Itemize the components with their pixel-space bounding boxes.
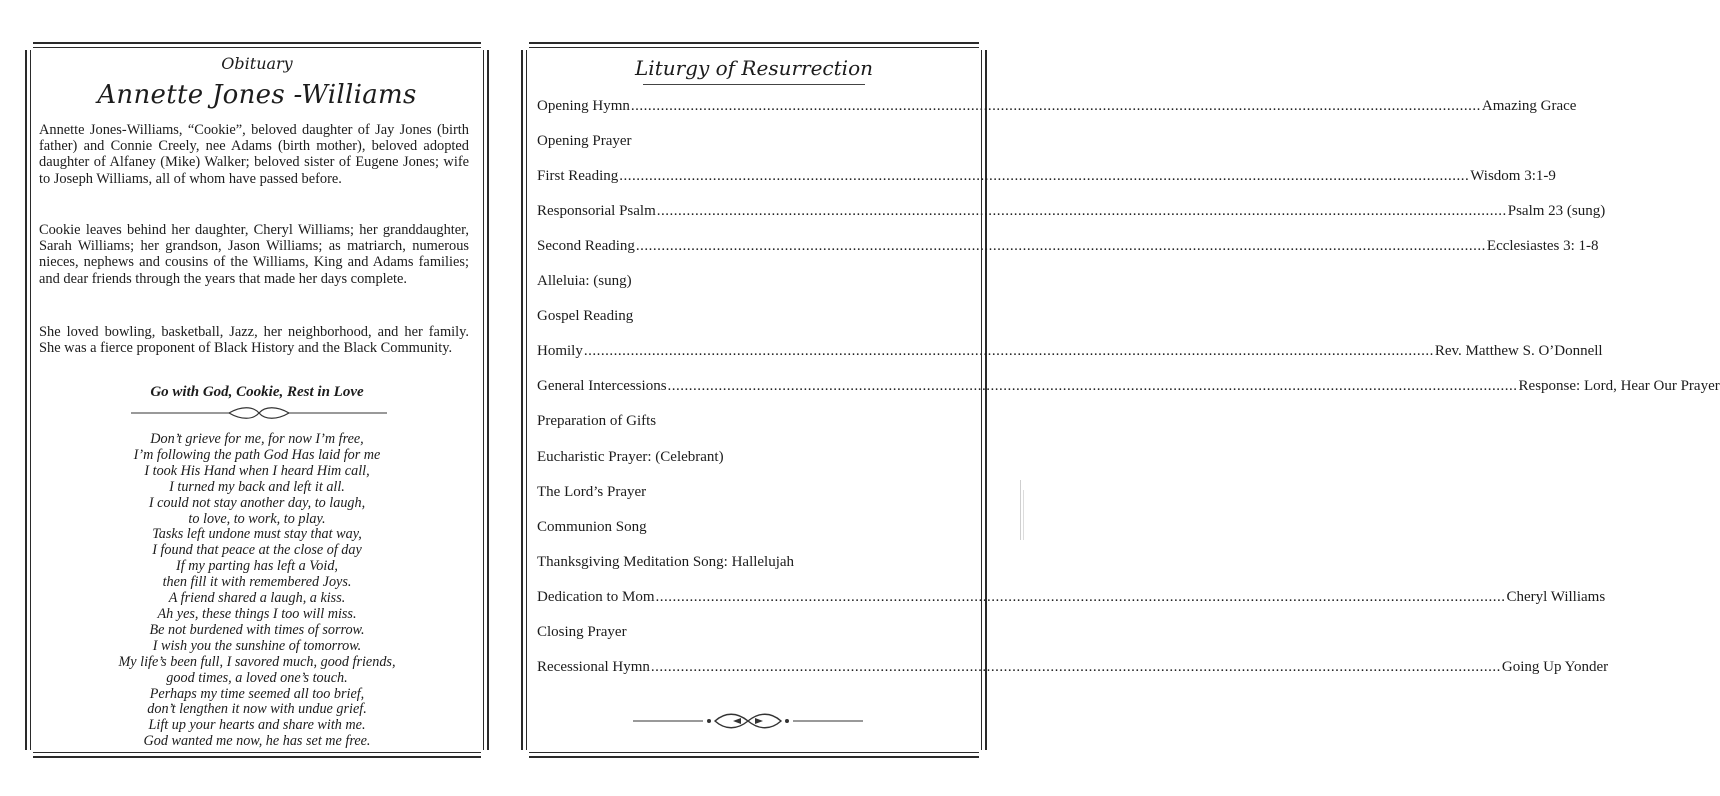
liturgy-item-name: Recessional Hymn: [537, 658, 650, 675]
panel-corner-notch: [521, 42, 529, 50]
poem-line: then fill it with remembered Joys.: [162, 574, 352, 591]
obituary-paragraph-survivors: Cookie leaves behind her daughter, Cheryl Williams; her granddaughter, Sarah Williams; her grandson, Jason Williams; as matriarch, numerous nieces, nephews and cousins of the Williams, King and Adams families; and dear friends through the years that made her days complete.: [39, 222, 469, 287]
poem-line: Ah yes, these things I too will miss.: [157, 605, 357, 622]
dot-leader: ........................................................................................................................................................................................................: [667, 378, 1518, 395]
liturgy-item-name: Communion Song: [537, 518, 647, 535]
memorial-poem: [27, 432, 487, 750]
liturgy-item: [537, 306, 969, 326]
poem-line: Be not burdened with times of sorrow.: [149, 621, 365, 638]
liturgy-item-value: Amazing Grace: [1481, 98, 1577, 114]
poem-line: good times, a loved one’s touch.: [166, 669, 348, 686]
poem-line: Don’t grieve for me, for now I’m free,: [150, 431, 364, 447]
obituary-paragraph-family: Annette Jones-Williams, “Cookie”, beloved daughter of Jay Jones (birth father) and Connie Creely, nee Adams (birth mother), beloved adopted daughter of Alfaney (Mike) Walker; beloved sister of Eugene Jones; wife to Joseph Williams, all of whom have passed before.: [39, 122, 469, 187]
poem-line: Lift up your hearts and share with me.: [148, 717, 366, 734]
liturgy-panel: [521, 42, 1720, 758]
liturgy-item: [537, 411, 969, 431]
poem-line: I’m following the path God Has laid for me: [133, 446, 381, 463]
poem-line: Tasks left undone must stay that way,: [152, 526, 362, 543]
poem-line: I found that peace at the close of day: [152, 542, 362, 559]
liturgy-item: [537, 482, 969, 502]
liturgy-item-name: Alleluia: (sung): [537, 273, 632, 290]
liturgy-item-name: General Intercessions: [537, 378, 667, 395]
flourish-ornament-icon: [633, 708, 863, 734]
poem-line: I took His Hand when I heard Him call,: [144, 462, 370, 479]
dot-leader: ........................................................................................................................................................................................................: [583, 343, 1434, 360]
liturgy-item-name: Thanksgiving Meditation Song: Hallelujah: [537, 553, 795, 570]
liturgy-item: [537, 271, 969, 291]
liturgy-item-name: Dedication to Mom: [537, 588, 655, 605]
liturgy-item: [537, 447, 969, 467]
liturgy-title: Liturgy of Resurrection: [635, 56, 873, 80]
liturgy-item: [537, 131, 969, 151]
panel-corner-notch: [481, 750, 489, 758]
obituary-heading: Obituary: [221, 54, 293, 73]
liturgy-item: [537, 622, 969, 642]
liturgy-item-value: Response: Lord, Hear Our Prayer: [1518, 378, 1720, 395]
dot-leader: ........................................................................................................................................................................................................: [619, 168, 1470, 185]
panel-corner-notch: [979, 750, 987, 758]
liturgy-item: [537, 587, 1606, 607]
poem-line: to love, to work, to play.: [188, 510, 326, 527]
deceased-name: Annette Jones -Williams: [97, 80, 417, 110]
liturgy-item-value: Psalm 23 (sung): [1507, 203, 1606, 220]
liturgy-item: [537, 166, 1556, 186]
poem-line: I could not stay another day, to laugh,: [148, 494, 366, 511]
poem-line: don’t lengthen it now with undue grief.: [147, 701, 367, 718]
panel-corner-notch: [25, 42, 33, 50]
obituary-panel: [25, 42, 489, 758]
liturgy-item: [537, 657, 1609, 677]
poem-line: Perhaps my time seemed all too brief,: [149, 685, 365, 702]
panel-corner-notch: [25, 750, 33, 758]
panel-corner-notch: [979, 42, 987, 50]
liturgy-item-value: Cheryl Williams: [1506, 588, 1606, 605]
liturgy-item: [537, 96, 1577, 116]
liturgy-item-name: Homily: [537, 343, 583, 360]
liturgy-item-name: Responsorial Psalm: [537, 203, 656, 220]
liturgy-item: [537, 552, 969, 572]
liturgy-item-name: Closing Prayer: [537, 623, 627, 640]
liturgy-item-value: Rev. Matthew S. O’Donnell: [1434, 343, 1603, 360]
liturgy-item: [537, 376, 1720, 396]
liturgy-item-name: Gospel Reading: [537, 308, 634, 325]
liturgy-item: [537, 517, 969, 537]
liturgy-item-name: Eucharistic Prayer: (Celebrant): [537, 448, 724, 465]
poem-line: God wanted me now, he has set me free.: [143, 733, 371, 750]
poem-line: I wish you the sunshine of tomorrow.: [152, 637, 362, 654]
liturgy-item-name: Preparation of Gifts: [537, 413, 657, 430]
poem-line: A friend shared a laugh, a kiss.: [168, 590, 346, 607]
title-underline: [643, 84, 865, 85]
liturgy-item-name: Opening Prayer: [537, 133, 632, 150]
dot-leader: ........................................................................................................................................................................................................: [650, 658, 1501, 675]
liturgy-item-name: Second Reading: [537, 238, 635, 255]
liturgy-item-name: The Lord’s Prayer: [537, 483, 647, 500]
liturgy-item-value: Wisdom 3:1-9: [1470, 168, 1556, 185]
liturgy-item-value: Going Up Yonder: [1501, 658, 1609, 675]
liturgy-item: [537, 341, 1603, 361]
poem-line: If my parting has left a Void,: [176, 558, 338, 575]
liturgy-item: [537, 236, 1599, 256]
poem-line: I turned my back and left it all.: [169, 478, 345, 495]
liturgy-item-name: First Reading: [537, 168, 619, 185]
panel-corner-notch: [481, 42, 489, 50]
divider-ornament-icon: [131, 404, 387, 422]
scan-edge-marks: [1018, 480, 1028, 560]
poem-line: My life’s been full, I savored much, good friends,: [118, 653, 396, 670]
closing-blessing: Go with God, Cookie, Rest in Love: [150, 384, 364, 400]
dot-leader: ........................................................................................................................................................................................................: [656, 203, 1507, 220]
dot-leader: ........................................................................................................................................................................................................: [655, 588, 1506, 605]
liturgy-item-value: Ecclesiastes 3: 1-8: [1486, 238, 1599, 255]
dot-leader: ........................................................................................................................................................................................................: [630, 98, 1481, 114]
obituary-paragraph-interests: She loved bowling, basketball, Jazz, her neighborhood, and her family. She was a fierce proponent of Black History and the Black Community.: [39, 324, 469, 357]
liturgy-item-name: Opening Hymn: [537, 98, 630, 114]
panel-corner-notch: [521, 750, 529, 758]
dot-leader: ........................................................................................................................................................................................................: [635, 238, 1486, 255]
liturgy-item: [537, 201, 1606, 221]
